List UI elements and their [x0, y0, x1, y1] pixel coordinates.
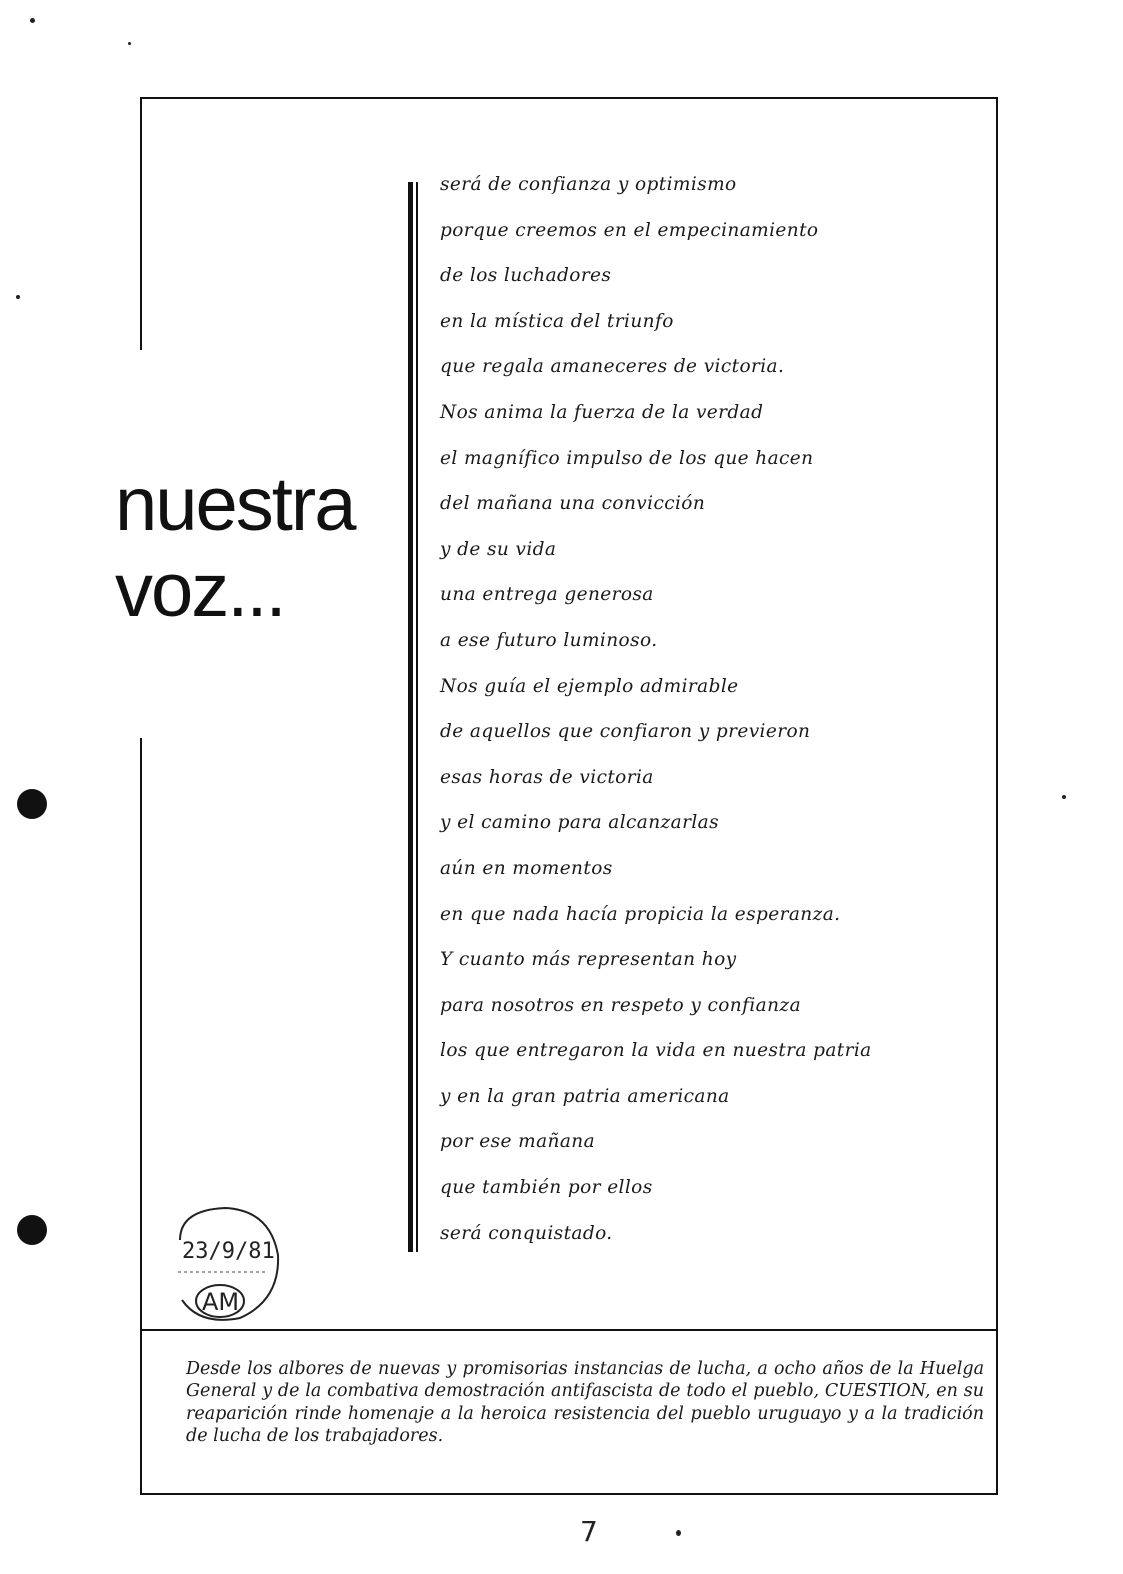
vertical-rule-thin	[416, 182, 418, 1252]
speck	[676, 1530, 681, 1536]
poem-line: esas horas de victoria	[440, 766, 654, 788]
punch-hole-icon	[17, 1215, 47, 1245]
stamp-date: 23/9/81	[182, 1239, 275, 1264]
poem-line: por ese mañana	[440, 1131, 596, 1153]
speck	[30, 18, 35, 23]
speck	[1062, 795, 1066, 799]
archive-stamp-icon	[160, 1200, 290, 1330]
page-title	[115, 462, 405, 634]
speck	[128, 42, 131, 45]
poem-line: aún en momentos	[440, 857, 613, 879]
poem-line: y de su vida	[440, 538, 557, 560]
poem	[440, 168, 980, 1262]
poem-line: de los luchadores	[440, 265, 612, 287]
poem-line: a ese futuro luminoso.	[440, 629, 658, 651]
poem-line: Nos guía el ejemplo admirable	[440, 675, 739, 697]
punch-hole-icon	[17, 789, 47, 819]
poem-line: será conquistado.	[440, 1222, 613, 1244]
poem-line: será de confianza y optimismo	[440, 174, 737, 195]
poem-line: porque creemos en el empecinamiento	[440, 219, 819, 241]
poem-line: y en la gran patria americana	[440, 1085, 730, 1107]
stamp-initials: AM	[202, 1288, 240, 1316]
title-line-2: voz...	[115, 548, 285, 633]
poem-line: para nosotros en respeto y confianza	[440, 994, 802, 1016]
poem-line: Y cuanto más representan hoy	[440, 949, 737, 971]
title-line-1: nuestra	[115, 462, 355, 547]
poem-line: el magnífico impulso de los que hacen	[440, 447, 814, 469]
poem-line: los que entregaron la vida en nuestra patria	[440, 1040, 872, 1062]
poem-line: en que nada hacía propicia la esperanza.	[440, 903, 841, 925]
poem-line: una entrega generosa	[440, 584, 654, 606]
poem-line: que regala amaneceres de victoria.	[440, 356, 785, 378]
vertical-rule	[408, 182, 413, 1252]
poem-line: Nos anima la fuerza de la verdad	[440, 401, 764, 423]
poem-line: en la mística del triunfo	[440, 310, 674, 332]
page-number: 7	[580, 1515, 598, 1548]
poem-line: del mañana una convicción	[440, 493, 706, 515]
footer-note: Desde los albores de nuevas y promisorias instancias de lucha, a ocho años de la Huelga General y de la combativa demostración antifascista de todo el pueblo, CUESTION, en su reaparición rinde homenaje a la heroica resistencia del pueblo uruguayo y a la tradición de lucha de los trabajadores.	[186, 1359, 984, 1447]
poem-line: y el camino para alcanzarlas	[440, 812, 719, 834]
poem-line: que también por ellos	[440, 1177, 653, 1199]
speck	[16, 295, 20, 299]
poem-line: de aquellos que confiaron y previeron	[440, 721, 811, 743]
